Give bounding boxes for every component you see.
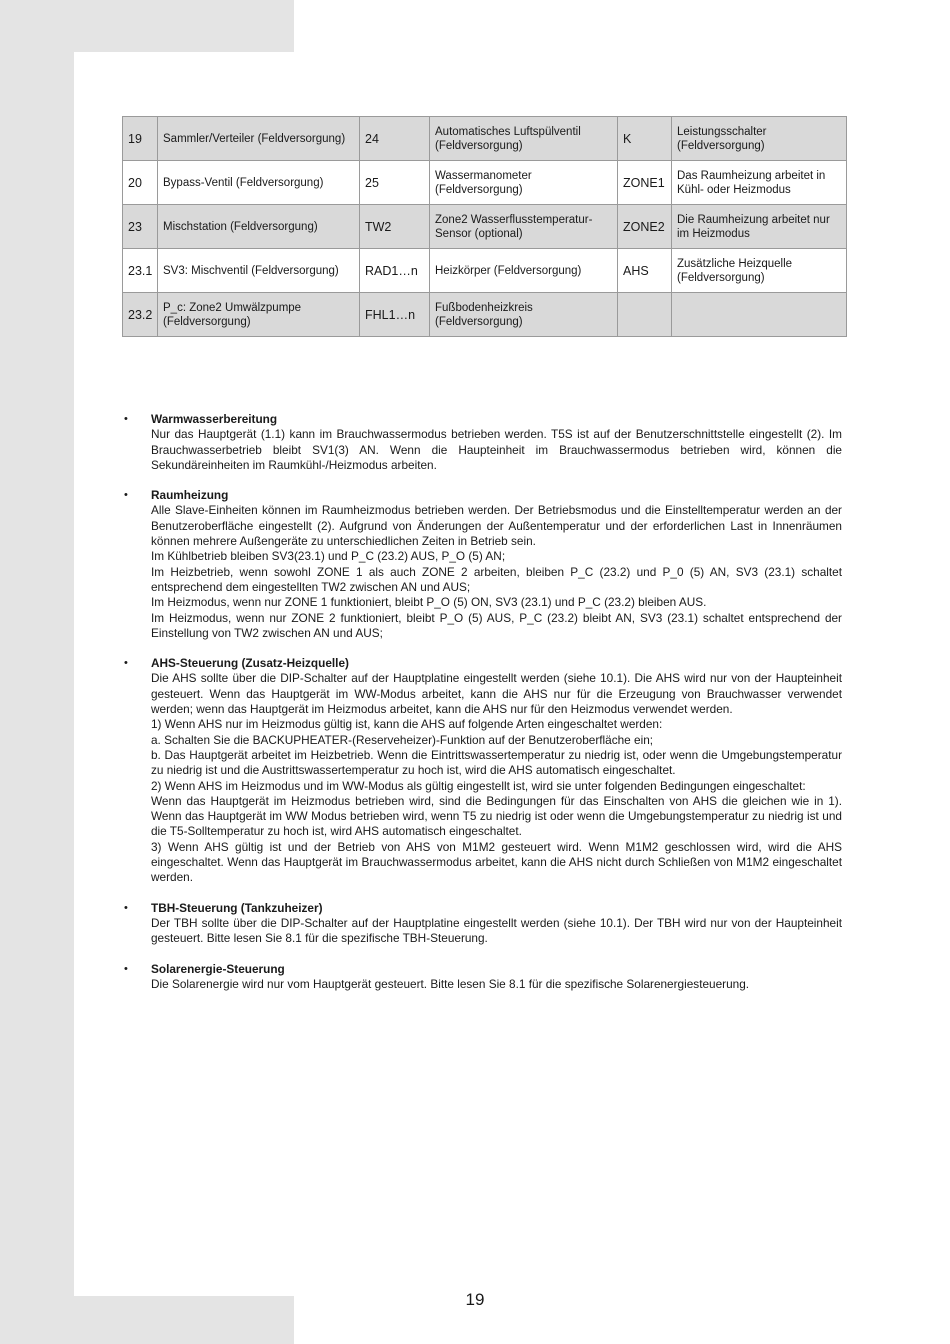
table-cell: ZONE1 bbox=[618, 161, 672, 205]
paragraph: b. Das Hauptgerät arbeitet im Heizbetrieb. Wenn die Eintrittswassertemperatur zu niedrig ist, oder wenn die Umgebungstemperatur zu niedrig ist und die Austrittswassertemperatur zu hoch ist, wird die AHS automatisch eingeschaltet. bbox=[151, 747, 842, 778]
table-cell: Mischstation (Feldversorgung) bbox=[158, 205, 360, 249]
table-cell: Fußbodenheizkreis (Feldversorgung) bbox=[430, 293, 618, 337]
body-content bbox=[124, 412, 842, 1007]
table-cell: P_c: Zone2 Umwälzpumpe (Feldversorgung) bbox=[158, 293, 360, 337]
section-heading: AHS-Steuerung (Zusatz-Heizquelle) bbox=[151, 656, 349, 671]
bullet-icon: • bbox=[124, 489, 128, 502]
table-cell: TW2 bbox=[360, 205, 430, 249]
bullet-icon: • bbox=[124, 657, 128, 670]
table-cell: 23 bbox=[123, 205, 158, 249]
table-row bbox=[123, 161, 847, 205]
table-cell bbox=[672, 293, 847, 337]
paragraph: Im Heizmodus, wenn nur ZONE 1 funktioniert, bleibt P_O (5) ON, SV3 (23.1) und P_C (23.2) bleiben AUS. bbox=[151, 595, 707, 610]
paragraph: Wenn das Hauptgerät im Heizmodus betrieben wird, sind die Bedingungen für das Einschalten von AHS die gleichen wie in 1). Wenn das Hauptgerät im WW Modus betrieben wird, wenn T5 zu niedrig ist oder wenn die Umgebungstemperatur zu niedrig ist und die T5-Solltemperatur zu hoch ist, wird AHS automatisch eingeschaltet. bbox=[151, 793, 842, 839]
paragraph: Im Kühlbetrieb bleiben SV3(23.1) und P_C (23.2) AUS, P_O (5) AN; bbox=[151, 549, 506, 564]
table-cell: 19 bbox=[123, 117, 158, 161]
table-cell bbox=[618, 293, 672, 337]
table-cell: Das Raumheizung arbeitet in Kühl- oder Heizmodus bbox=[672, 161, 847, 205]
table-cell: Bypass-Ventil (Feldversorgung) bbox=[158, 161, 360, 205]
paragraph: 2) Wenn AHS im Heizmodus und im WW-Modus als gültig eingestellt ist, wird sie unter folgenden Bedingungen eingeschaltet: bbox=[151, 778, 806, 793]
paragraph: 1) Wenn AHS nur im Heizmodus gültig ist, kann die AHS auf folgende Arten eingeschaltet werden: bbox=[151, 717, 663, 732]
section-tbh-steuerung bbox=[124, 901, 842, 947]
table-cell: ZONE2 bbox=[618, 205, 672, 249]
section-heading: Raumheizung bbox=[151, 488, 229, 503]
section-raumheizung bbox=[124, 488, 842, 641]
table-cell: Wassermanometer (Feldversorgung) bbox=[430, 161, 618, 205]
table-cell: 20 bbox=[123, 161, 158, 205]
table-cell: Leistungsschalter (Feldversorgung) bbox=[672, 117, 847, 161]
paragraph: Nur das Hauptgerät (1.1) kann im Brauchwassermodus betrieben werden. T5S ist auf der Benutzerschnittstelle eingestellt (2). Im Brauchwasserbetrieb bleibt SV1(3) AN. Wenn die Haupteinheit im Brauchwassermodus betrieben wird, können die Sekundäreinheiten im Raumkühl-/Heizmodus arbeiten. bbox=[151, 427, 842, 472]
table-row bbox=[123, 293, 847, 337]
bullet-icon: • bbox=[124, 413, 128, 425]
bullet-icon: • bbox=[124, 901, 128, 914]
table-cell: Zone2 Wasserflusstemperatur-Sensor (optional) bbox=[430, 205, 618, 249]
table-cell: Die Raumheizung arbeitet nur im Heizmodus bbox=[672, 205, 847, 249]
table-cell: 25 bbox=[360, 161, 430, 205]
table-cell: SV3: Mischventil (Feldversorgung) bbox=[158, 249, 360, 293]
section-solarenergie-steuerung bbox=[124, 962, 842, 993]
section-heading: Solarenergie-Steuerung bbox=[151, 961, 285, 976]
paragraph: Im Heizbetrieb, wenn sowohl ZONE 1 als auch ZONE 2 arbeiten, bleiben P_C (23.2) und P_0 (5) AN, SV3 (23.1) schaltet entsprechend dem eingestellten TW2 zwischen AN und AUS; bbox=[151, 564, 842, 594]
table-cell: 23.1 bbox=[123, 249, 158, 293]
paragraph: 3) Wenn AHS gültig ist und der Betrieb von AHS von M1M2 gesteuert wird. Wenn M1M2 geschlossen wird, wird die AHS eingeschaltet. Wenn das Hauptgerät im Brauchwassermodus arbeitet, kann die AHS nicht durch Schließen von M1M2 eingeschaltet werden. bbox=[151, 839, 842, 885]
table-cell: AHS bbox=[618, 249, 672, 293]
paragraph: Der TBH sollte über die DIP-Schalter auf der Hauptplatine eingestellt werden (siehe 10.1). Der TBH wird nur von der Haupteinheit gesteuert. Bitte lesen Sie 8.1 für die spezifische TBH-Steuerung. bbox=[151, 915, 842, 946]
paragraph: a. Schalten Sie die BACKUPHEATER-(Reserveheizer)-Funktion auf der Benutzeroberfläche ein; bbox=[151, 732, 654, 747]
section-ahs-steuerung bbox=[124, 656, 842, 885]
paragraph: Die AHS sollte über die DIP-Schalter auf der Hauptplatine eingestellt werden (siehe 10.1). Die AHS wird nur von der Haupteinheit gesteuert. Wenn das Hauptgerät im WW-Modus arbeitet, kann die AHS nur für die Erzeugung von Brauchwasser verwendet werden; wenn das Hauptgerät im Heizmodus arbeitet, kann die AHS nur für den Heizmodus verwendet werden. bbox=[151, 671, 842, 717]
table-row bbox=[123, 117, 847, 161]
table-cell: FHL1…n bbox=[360, 293, 430, 337]
section-heading: TBH-Steuerung (Tankzuheizer) bbox=[151, 900, 323, 915]
table-cell: Zusätzliche Heizquelle (Feldversorgung) bbox=[672, 249, 847, 293]
table-cell: K bbox=[618, 117, 672, 161]
legend-table bbox=[122, 116, 847, 337]
table-row bbox=[123, 249, 847, 293]
section-heading: Warmwasserbereitung bbox=[151, 412, 278, 426]
page-number: 19 bbox=[465, 1290, 485, 1309]
table-cell: Automatisches Luftspülventil (Feldversorgung) bbox=[430, 117, 618, 161]
table-cell: Sammler/Verteiler (Feldversorgung) bbox=[158, 117, 360, 161]
bullet-icon: • bbox=[124, 962, 128, 975]
table-cell: 24 bbox=[360, 117, 430, 161]
table-row bbox=[123, 205, 847, 249]
paragraph: Im Heizmodus, wenn nur ZONE 2 funktioniert, bleibt P_O (5) AUS, P_C (23.2) bleibt AN, SV3 (23.1) schaltet entsprechend der Einstellung von TW2 zwischen AN und AUS; bbox=[151, 610, 842, 640]
section-warmwasserbereitung bbox=[124, 412, 842, 473]
table-cell: RAD1…n bbox=[360, 249, 430, 293]
paragraph: Alle Slave-Einheiten können im Raumheizmodus betrieben werden. Der Betriebsmodus und die Einstelltemperatur werden an der Benutzeroberfläche eingestellt (2). Aufgrund von Änderungen der Außentemperatur und der erforderlichen Last in Innenräumen können mehrere Außengeräte zu unterschiedlichen Zeiten in Betrieb sein. bbox=[151, 503, 842, 549]
paragraph: Die Solarenergie wird nur vom Hauptgerät gesteuert. Bitte lesen Sie 8.1 für die spezifische Solarenergiesteuerung. bbox=[151, 976, 750, 991]
table-cell: 23.2 bbox=[123, 293, 158, 337]
page-tab-top bbox=[294, 0, 950, 52]
table-cell: Heizkörper (Feldversorgung) bbox=[430, 249, 618, 293]
